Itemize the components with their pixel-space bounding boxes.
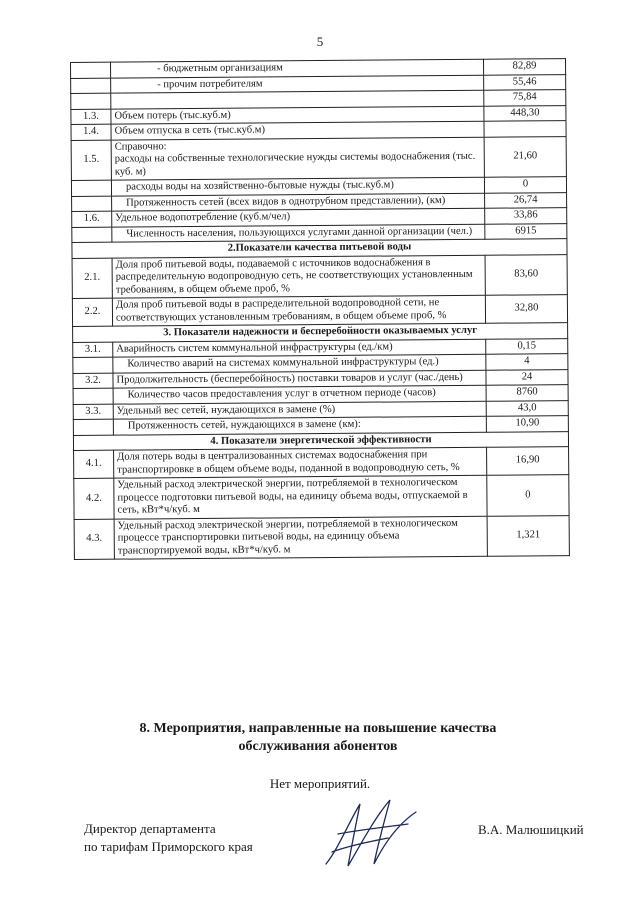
indicator-label: Количество аварий на системах коммунальной инфраструктуры (ед.) [113, 354, 486, 372]
signer-title-line-1: Директор департамента [84, 821, 216, 836]
section-2-heading: 2.Показатели качества питьевой воды [72, 239, 567, 258]
indicator-value: 43,0 [486, 400, 568, 416]
row-number: 1.4. [71, 124, 111, 140]
indicator-value: 0 [484, 177, 566, 193]
indicator-label: Продолжительность (бесперебойность) поставки товаров и услуг (час./день) [113, 370, 486, 388]
table-row [72, 295, 567, 327]
indicator-label: Справочно: расходы на собственные технологические нужды системы водоснабжения (тыс. куб. м) [111, 137, 484, 180]
section-3-heading: 3. Показатели надежности и бесперебойности оказываемых услуг [73, 323, 568, 342]
row-number: 4.1. [74, 450, 114, 478]
table-row [71, 136, 566, 180]
indicator-value [484, 121, 566, 137]
indicator-label: - бюджетным организациям [111, 59, 484, 77]
row-number: 2.1. [72, 258, 112, 299]
row-number [71, 78, 111, 94]
indicator-value: 1,321 [487, 515, 569, 556]
indicators-table [70, 58, 570, 560]
indicator-label: - прочим потребителям [111, 75, 484, 93]
indicator-value: 55,46 [484, 74, 566, 90]
indicator-label: Аварийность систем коммунальной инфраструктуры (ед./км) [113, 339, 486, 357]
section-4-heading: 4. Показатели энергетической эффективности [73, 431, 568, 450]
section-8-line-1: 8. Мероприятия, направленные на повышение качества [139, 721, 497, 736]
indicator-label: Количество часов предоставления услуг в отчетном периоде (часов) [113, 385, 486, 403]
row-number [72, 227, 112, 243]
row-number: 2.2. [72, 298, 112, 326]
indicator-label: Объем отпуска в сеть (тыс.куб.м) [111, 121, 484, 139]
indicator-label: Протяженность сетей (всех видов в однотрубном представлении), (км) [112, 193, 485, 211]
row-number: 4.3. [74, 519, 114, 560]
row-number: 3.3. [73, 404, 113, 420]
indicator-value: 82,89 [483, 59, 565, 75]
row-number [72, 196, 112, 212]
indicator-value: 8760 [486, 385, 568, 401]
row-number [73, 419, 113, 435]
indicator-value: 24 [486, 369, 568, 385]
section-8-heading [70, 720, 566, 756]
indicator-value: 83,60 [485, 254, 567, 295]
no-measures-text: Нет мероприятий. [269, 776, 371, 791]
row-number: 3.2. [73, 373, 113, 389]
row-number [73, 357, 113, 373]
row-number [71, 62, 111, 78]
table-row [72, 254, 567, 298]
indicator-label: Численность населения, пользующихся услугами данной организации (чел.) [112, 224, 485, 242]
indicator-label: Протяженность сетей, нуждающихся в замене (км): [113, 416, 486, 434]
row-number: 1.6. [72, 211, 112, 227]
indicator-value: 16,90 [487, 447, 569, 476]
row-number: 1.3. [71, 109, 111, 125]
section-8-line-2: обслуживания абонентов [238, 739, 398, 755]
indicator-value: 6915 [485, 223, 567, 239]
indicator-label: Удельный вес сетей, нуждающихся в замене (%) [113, 401, 486, 419]
indicator-label: Доля проб питьевой воды в распределительной водопроводной сети, не соответствующих установленным требованиям, в общем объеме проб, % [112, 295, 485, 326]
indicator-label: Доля проб питьевой воды, подаваемой с источников водоснабжения в распределительную водопроводную сеть, не соответствующих установленным требованиям, в общем объеме проб, % [112, 255, 485, 298]
indicator-value: 21,60 [484, 136, 566, 177]
signer-title [84, 820, 253, 855]
indicator-value: 33,86 [485, 208, 567, 224]
row-number: 3.1. [73, 342, 113, 358]
row-number [71, 180, 111, 196]
indicator-value: 0 [487, 475, 569, 516]
signer-title-line-2: по тарифам Приморского края [84, 838, 253, 854]
indicator-value: 10,90 [486, 416, 568, 432]
row-number: 4.2. [74, 478, 114, 519]
row-number [71, 93, 111, 109]
table-row [74, 475, 569, 519]
row-number [73, 388, 113, 404]
indicator-value: 75,84 [484, 90, 566, 106]
indicator-label: Объем потерь (тыс.куб.м) [111, 106, 484, 124]
indicator-value: 32,80 [485, 295, 567, 324]
signature-icon [318, 794, 428, 874]
indicator-label: Удельный расход электрической энергии, потребляемой в технологическом процессе подготовки питьевой воды, на единицу объема воды, отпускаемой в сеть, кВт*ч/куб. м [114, 475, 487, 518]
indicator-label: расходы воды на хозяйственно-бытовые нужды (тыс.куб.м) [111, 177, 484, 195]
indicator-value: 26,74 [485, 192, 567, 208]
indicator-value: 4 [486, 354, 568, 370]
indicator-value: 448,30 [484, 105, 566, 121]
page-number: 5 [316, 34, 324, 49]
row-number: 1.5. [71, 140, 111, 181]
indicator-label: Удельное водопотребление (куб.м/чел) [112, 208, 485, 226]
indicator-label: Удельный расход электрической энергии, потребляемой в технологическом процессе транспортировки питьевой воды, на единицу объема транспортируемой воды, кВт*ч/куб. м [114, 516, 487, 559]
indicator-label: Доля потерь воды в централизованных системах водоснабжения при транспортировке в общем объеме воды, поданной в водопроводную сеть, % [114, 447, 487, 478]
table-row [74, 447, 569, 479]
signer-name: В.А. Малюшицкий [478, 822, 584, 837]
indicator-value: 0,15 [486, 338, 568, 354]
table-row [74, 515, 569, 559]
